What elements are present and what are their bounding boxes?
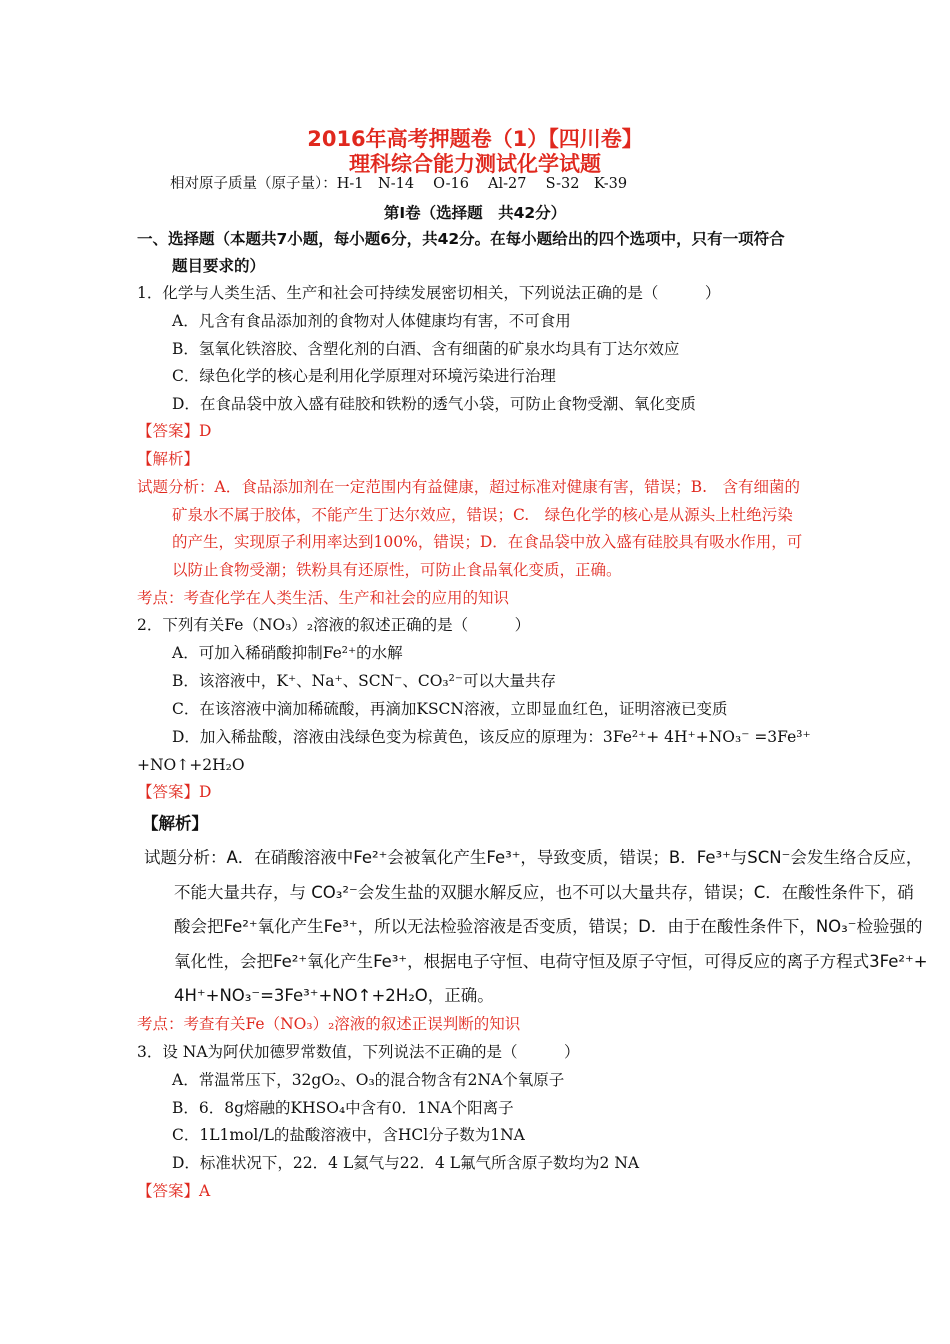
question-2-analysis-cont: 4H⁺+NO₃⁻=3Fe³⁺+NO↑+2H₂O，正确。 xyxy=(174,986,494,1005)
question-3-option-b: B．6．8g熔融的KHSO₄中含有0．1NA个阳离子 xyxy=(172,1099,514,1117)
question-3-option-c: C．1L1mol/L的盐酸溶液中，含HCl分子数为1NA xyxy=(172,1126,525,1144)
title-line-2: 理科综合能力测试化学试题 xyxy=(349,152,601,176)
question-1-analysis-cont: 的产生，实现原子利用率达到100%，错误；D．在食品袋中放入盛有硅胶具有吸水作用，可 xyxy=(172,533,803,551)
section-title: 第Ⅰ卷（选择题 共42分） xyxy=(383,204,567,222)
question-1-option-c: C．绿色化学的核心是利用化学原理对环境污染进行治理 xyxy=(172,367,556,385)
question-2-answer: 【答案】D xyxy=(137,783,212,801)
section-instructions-cont: 题目要求的） xyxy=(172,257,266,275)
question-1-option-d: D．在食品袋中放入盛有硅胶和铁粉的透气小袋，可防止食物受潮、氧化变质 xyxy=(172,395,696,413)
question-2-analysis-cont: 氧化性，会把Fe²⁺氧化产生Fe³⁺，根据电子守恒、电荷守恒及原子守恒，可得反应的离子方程式3Fe²⁺+ xyxy=(174,952,928,971)
question-1-answer: 【答案】D xyxy=(137,422,212,440)
question-2-option-b: B．该溶液中，K⁺、Na⁺、SCN⁻、CO₃²⁻可以大量共存 xyxy=(172,672,557,690)
question-2-stem: 2．下列有关Fe（NO₃）₂溶液的叙述正确的是（ ） xyxy=(137,616,531,634)
question-1-option-a: A．凡含有食品添加剂的食物对人体健康均有害，不可食用 xyxy=(172,312,571,330)
question-3-answer: 【答案】A xyxy=(137,1182,211,1200)
question-2-option-d: D．加入稀盐酸，溶液由浅绿色变为棕黄色，该反应的原理为：3Fe²⁺+ 4H⁺+NO₃⁻ =3Fe³⁺ xyxy=(172,728,811,746)
question-2-option-a: A．可加入稀硝酸抑制Fe²⁺的水解 xyxy=(172,644,403,662)
question-1-point: 考点：考查化学在人类生活、生产和社会的应用的知识 xyxy=(137,589,510,607)
question-1-analysis-label: 【解析】 xyxy=(137,450,200,468)
section-instructions: 一、选择题（本题共7小题，每小题6分，共42分。在每小题给出的四个选项中，只有一项符合 xyxy=(137,230,785,248)
question-2-analysis-label: 【解析】 xyxy=(142,814,208,833)
question-3-stem: 3．设 NA为阿伏加德罗常数值，下列说法不正确的是（ ） xyxy=(137,1043,580,1061)
atomic-masses: 相对原子质量（原子量）：H-1 N-14 O-16 Al-27 S-32 K-39 xyxy=(170,176,628,192)
question-2-analysis: 试题分析：A．在硝酸溶液中Fe²⁺会被氧化产生Fe³⁺，导致变质，错误；B．Fe³⁺与SCN⁻会发生络合反应， xyxy=(144,848,923,867)
question-1-option-b: B．氢氧化铁溶胶、含塑化剂的白酒、含有细菌的矿泉水均具有丁达尔效应 xyxy=(172,340,680,358)
question-3-option-d: D．标准状况下，22．4 L氦气与22．4 L氟气所含原子数均为2 NA xyxy=(172,1154,640,1172)
title-line-1: 2016年高考押题卷（1）【四川卷】 xyxy=(307,127,643,151)
question-1-stem: 1．化学与人类生活、生产和社会可持续发展密切相关，下列说法正确的是（ ） xyxy=(137,284,721,302)
question-1-analysis-cont: 矿泉水不属于胶体，不能产生丁达尔效应，错误；C. 绿色化学的核心是从源头上杜绝污染 xyxy=(172,506,793,524)
question-1-analysis: 试题分析：A．食品添加剂在一定范围内有益健康，超过标准对健康有害，错误；B. 含有细菌的 xyxy=(137,478,801,496)
question-2-point: 考点：考查有关Fe（NO₃）₂溶液的叙述正误判断的知识 xyxy=(137,1015,521,1033)
question-1-analysis-cont: 以防止食物受潮；铁粉具有还原性，可防止食品氧化变质，正确。 xyxy=(172,561,622,579)
question-2-option-c: C．在该溶液中滴加稀硫酸，再滴加KSCN溶液，立即显血红色，证明溶液已变质 xyxy=(172,700,728,718)
question-2-option-d-cont: +NO↑+2H₂O xyxy=(137,756,245,774)
question-3-option-a: A．常温常压下，32gO₂、O₃的混合物含有2NA个氧原子 xyxy=(172,1071,565,1089)
question-2-analysis-cont: 不能大量共存，与 CO₃²⁻会发生盐的双腿水解反应，也不可以大量共存，错误；C．在酸性条件下，硝 xyxy=(174,883,914,902)
question-2-analysis-cont: 酸会把Fe²⁺氧化产生Fe³⁺，所以无法检验溶液是否变质，错误；D．由于在酸性条件下，NO₃⁻检验强的 xyxy=(174,917,923,936)
